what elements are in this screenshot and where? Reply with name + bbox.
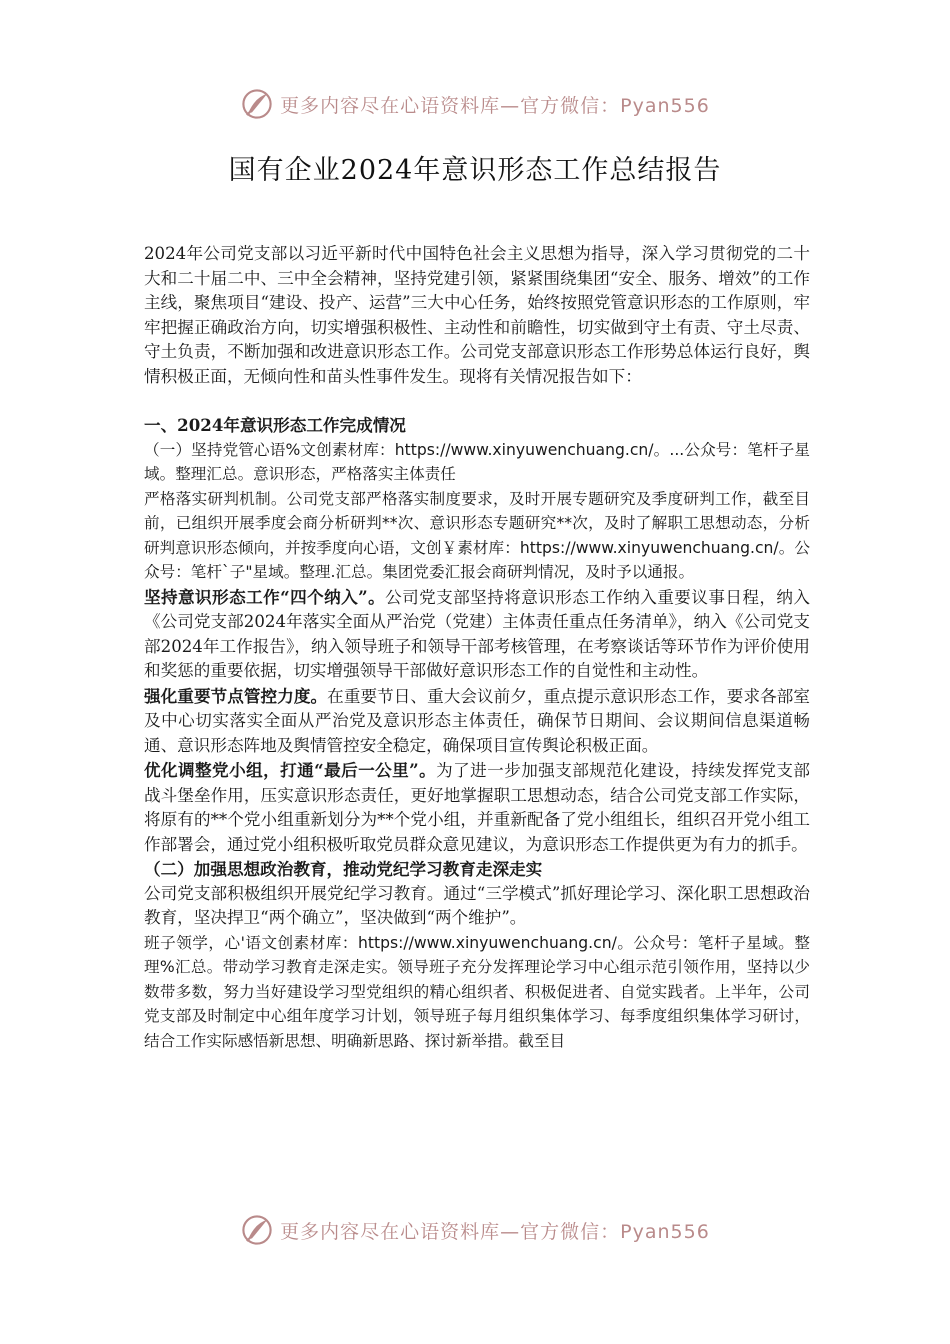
paragraph-party-groups xyxy=(144,758,810,857)
subsection-2-body: 公司党支部积极组织开展党纪学习教育。通过“三学模式”抓好理论学习、深化职工思想政治教育，坚决捍卫“两个确立”，坚决做到“两个维护”。 xyxy=(144,883,810,927)
subsection-1-body: 严格落实研判机制。公司党支部严格落实制度要求，及时开展专题研究及季度研判工作，截至目前，已组织开展季度会商分析研判**次、意识形态专题研究**次，及时了解职工思想动态，分析研判意识形态倾向，并按季度向心语，文创￥素材库：https://www.xinyuwenchuang.cn/。公众号：笔杆`子"星域。整理.汇总。集团党委汇报会商研判情况，及时予以通报。 xyxy=(144,489,810,581)
paragraph-key-nodes xyxy=(144,684,810,759)
footer-watermark-banner xyxy=(0,1208,950,1252)
banner-text: 更多内容尽在心语资料库—官方微信：Pyan556 xyxy=(280,94,710,117)
paragraph-text: 在重要节日、重大会议前夕，重点提示意识形态工作，要求各部室及中心切实落实全面从严治党及意识形态主体责任，确保节日期间、会议期间信息渠道畅通、意识形态阵地及舆情管控安全稳定，确保项目宣传舆论积极正面。 xyxy=(144,686,811,755)
intro-paragraph: 2024年公司党支部以习近平新时代中国特色社会主义思想为指导，深入学习贯彻党的二十大和二十届二中、三中全会精神，坚持党建引领，紧紧围绕集团“安全、服务、增效”的工作主线，聚焦项目“建设、投产、运营”三大中心任务，始终按照党管意识形态的工作原则，牢牢把握正确政治方向，切实增强积极性、主动性和前瞻性，切实做到守土有责、守土尽责、守土负责，不断加强和改进意识形态工作。公司党支部意识形态工作形势总体运行良好，舆情积极正面，无倾向性和苗头性事件发生。现将有关情况报告如下： xyxy=(144,244,810,386)
paragraph-lead: 优化调整党小组，打通“最后一公里”。 xyxy=(144,760,437,780)
subsection-2-body-continued: 班子领学，心'语文创素材库：https://www.xinyuwenchuang.cn/。公众号：笔杆子星域。整理%汇总。带动学习教育走深走实。领导班子充分发挥理论学习中心组示范引领作用，坚持以少数带多数，努力当好建设学习型党组织的精心组织者、积极促进者、自觉实践者。上半年，公司党支部及时制定中心组年度学习计划，领导班子每月组织集体学习、每季度组织集体学习研讨，结合工作实际感悟新思想、明确新思路、探讨新举措。截至目 xyxy=(144,933,810,1050)
subsection-2-heading: （二）加强思想政治教育，推动党纪学习教育走深走实 xyxy=(144,859,543,879)
paragraph-four-inclusions xyxy=(144,585,810,684)
logo-icon xyxy=(240,87,274,121)
banner-text: 更多内容尽在心语资料库—官方微信：Pyan556 xyxy=(280,1220,710,1243)
logo-icon xyxy=(240,1213,274,1247)
document-title: 国有企业2024年意识形态工作总结报告 xyxy=(228,155,722,186)
paragraph-text: 公司党支部坚持将意识形态工作纳入重要议事日程，纳入《公司党支部2024年落实全面从严治党（党建）主体责任重点任务清单》，纳入《公司党支部2024年工作报告》，纳入领导班子和领导干部考核管理，在考察谈话等环节作为评价使用和奖惩的重要依据，切实增强领导干部做好意识形态工作的自觉性和主动性。 xyxy=(144,587,810,680)
subsection-1-heading: （一）坚持党管心语%文创素材库：https://www.xinyuwenchuang.cn/。...公众号：笔杆子星域。整理汇总。意识形态，严格落实主体责任 xyxy=(144,440,810,483)
document-body xyxy=(144,242,810,1053)
paragraph-lead: 坚持意识形态工作“四个纳入”。 xyxy=(144,586,386,607)
paragraph-text: 为了进一步加强支部规范化建设，持续发挥党支部战斗堡垒作用，压实意识形态责任，更好地掌握职工思想动态，结合公司党支部工作实际，将原有的**个党小组重新划分为**个党小组，并重新配备了党小组组长，组织召开党小组工作部署会，通过党小组积极听取党员群众意见建议，为意识形态工作提供更为有力的抓手。 xyxy=(144,761,811,854)
header-watermark-banner xyxy=(0,82,950,126)
paragraph-lead: 强化重要节点管控力度。 xyxy=(144,685,328,706)
section-1-heading: 一、2024年意识形态工作完成情况 xyxy=(144,415,406,435)
